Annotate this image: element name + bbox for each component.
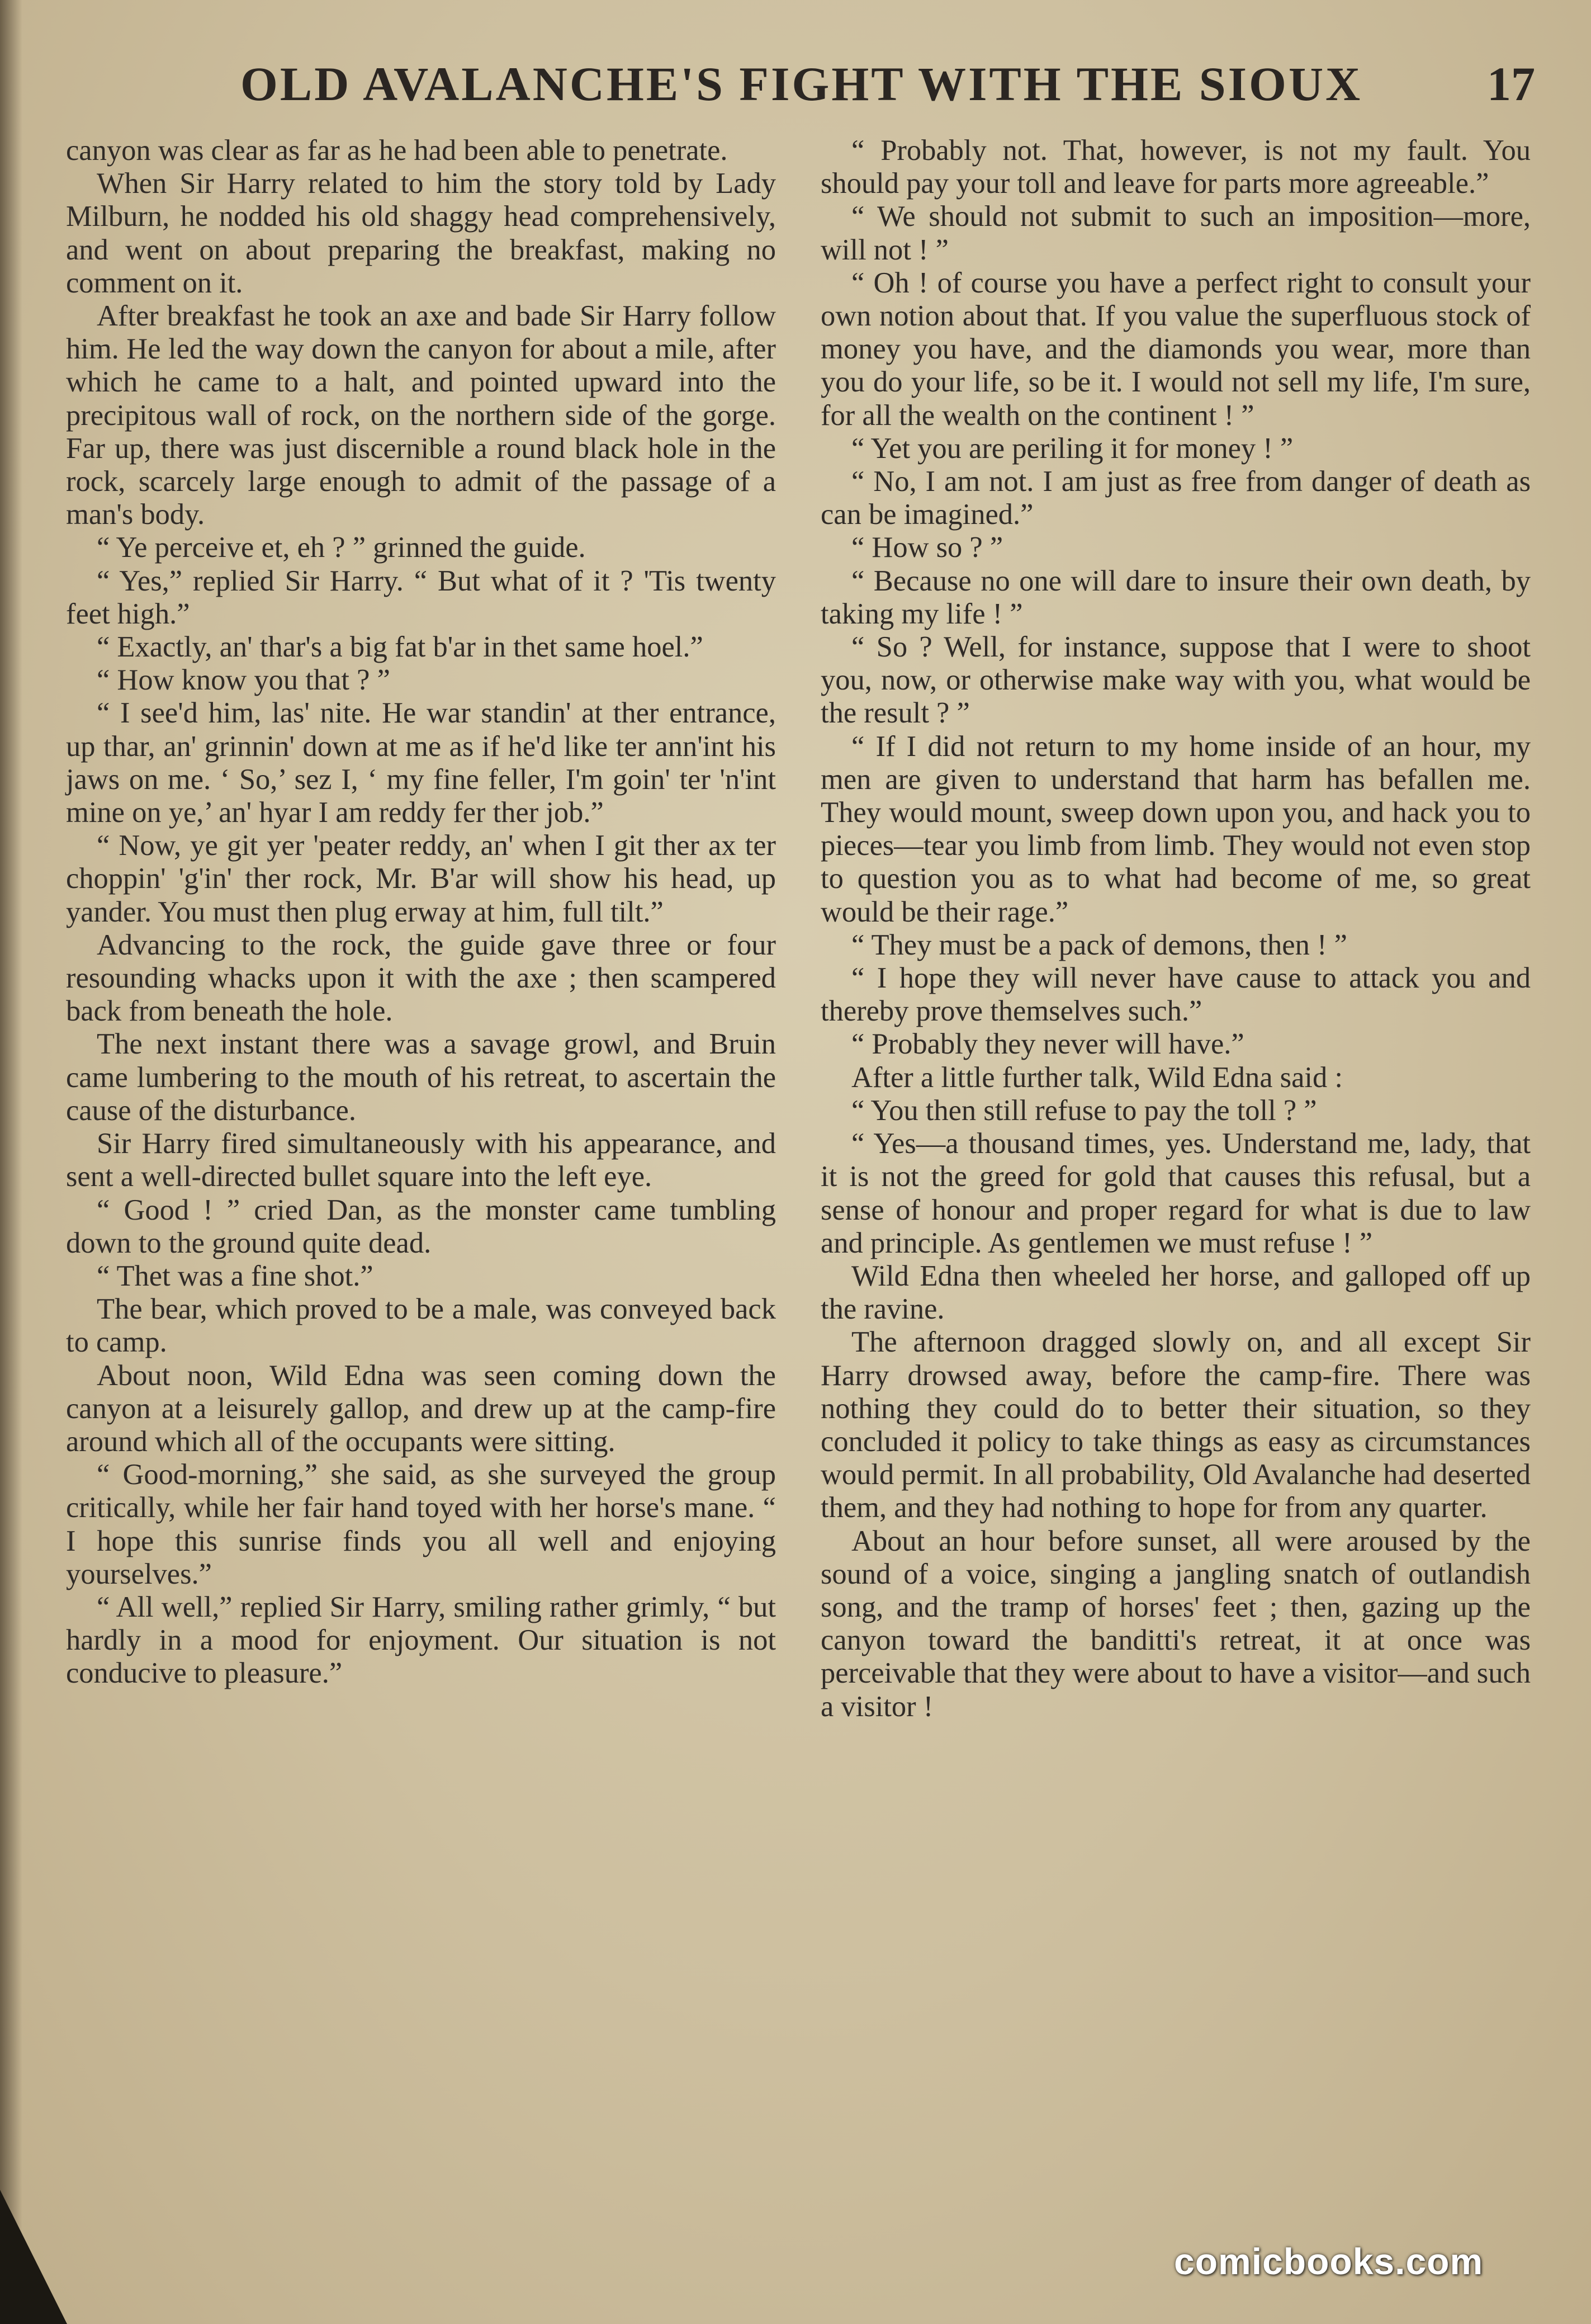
paragraph: “ All well,” replied Sir Harry, smiling rather grimly, “ but hardly in a mood for enjoyment. Our situation is not conducive to pleasure.” [66,1590,776,1690]
paragraph: The afternoon dragged slowly on, and all except Sir Harry drowsed away, before the camp-fire. There was nothing they could do to better their situation, so they concluded it policy to take things as easy as circumstances would permit. In all probability, Old Avalanche had deserted them, and they had nothing to hope for from any quarter. [821,1326,1531,1524]
paragraph: “ Probably they never will have.” [851,1028,1244,1061]
paragraph: “ They must be a pack of demons, then ! ” [851,928,1347,961]
paragraph: “ I hope they will never have cause to attack you and thereby prove themselves such.” [821,962,1531,1028]
running-title: OLD AVALANCHE'S FIGHT WITH THE SIOUX [240,57,1363,111]
paragraph: When Sir Harry related to him the story told by Lady Milburn, he nodded his old shaggy head comprehensively, and went on about preparing the breakfast, making no comment on it. [66,167,776,299]
paragraph: “ You then still refuse to pay the toll ? ” [851,1094,1317,1127]
paragraph: Sir Harry fired simultaneously with his appearance, and sent a well-directed bullet square into the left eye. [66,1127,776,1193]
paragraph: “ We should not submit to such an imposition—more, will not ! ” [821,200,1531,266]
paragraph: “ How so ? ” [851,531,1003,564]
paragraph: After breakfast he took an axe and bade Sir Harry follow him. He led the way down the canyon for about a mile, after which he came to a halt, and pointed upward into the precipitous wall of rock, on the northern side of the gorge. Far up, there was just discernible a round black hole in the rock, scarcely large enough to admit of the passage of a man's body. [66,300,776,531]
paragraph: canyon was clear as far as he had been able to penetrate. [66,134,728,167]
paragraph: About noon, Wild Edna was seen coming down the canyon at a leisurely gallop, and drew up at the camp-fire around which all of the occupants were sitting. [66,1359,776,1458]
paragraph: “ Yet you are periling it for money ! ” [851,432,1294,465]
paragraph: “ Because no one will dare to insure their own death, by taking my life ! ” [821,564,1531,630]
paragraph: “ Probably not. That, however, is not my fault. You should pay your toll and leave for parts more agreeable.” [821,134,1531,200]
paragraph: “ Thet was a fine shot.” [97,1259,373,1292]
right-column [821,134,1531,1723]
paragraph: “ Yes,” replied Sir Harry. “ But what of it ? 'Tis twenty feet high.” [66,564,776,630]
paragraph: “ Oh ! of course you have a perfect right to consult your own notion about that. If you value the superfluous stock of money you have, and the diamonds you wear, more than you do your life, so be it. I would not sell my life, I'm sure, for all the wealth on the continent ! ” [821,266,1531,432]
paragraph: “ Good-morning,” she said, as she surveyed the group critically, while her fair hand toyed with her horse's mane. “ I hope this sunrise finds you all well and enjoying yourselves.” [66,1458,776,1590]
page-number: 17 [1487,57,1535,111]
paragraph: The next instant there was a savage growl, and Bruin came lumbering to the mouth of his retreat, to ascertain the cause of the disturbance. [66,1028,776,1127]
paragraph: “ How know you that ? ” [97,664,390,697]
left-column [66,134,776,1690]
paragraph: Advancing to the rock, the guide gave three or four resounding whacks upon it with the axe ; then scampered back from beneath the hole. [66,928,776,1028]
page-header [0,56,1591,117]
paragraph: “ So ? Well, for instance, suppose that I were to shoot you, now, or otherwise make way with you, what would be the result ? ” [821,631,1531,730]
source-watermark: comicbooks.com [1174,2241,1484,2282]
paragraph: “ Ye perceive et, eh ? ” grinned the guide. [97,531,586,564]
paragraph: “ No, I am not. I am just as free from danger of death as can be imagined.” [821,465,1531,531]
paragraph: “ If I did not return to my home inside of an hour, my men are given to understand that harm has befallen me. They would mount, sweep down upon you, and hack you to pieces—tear you limb from limb. They would not even stop to question you as to what had become of me, so great would be their rage.” [821,730,1531,928]
page-gutter-shadow [0,0,22,2324]
paragraph: “ Now, ye git yer 'peater reddy, an' when I git ther ax ter choppin' 'g'in' ther rock, Mr. B'ar will show his head, up yander. You must then plug erway at him, full tilt.” [66,829,776,928]
paragraph: “ Exactly, an' thar's a big fat b'ar in thet same hoel.” [97,631,703,664]
paragraph: About an hour before sunset, all were aroused by the sound of a voice, singing a jangling snatch of outlandish song, and the tramp of horses' feet ; then, gazing up the canyon toward the banditti's retreat, it at once was perceivable that they were about to have a visitor—and such a visitor ! [821,1524,1531,1723]
paragraph: After a little further talk, Wild Edna said : [851,1061,1343,1094]
paragraph: “ Yes—a thousand times, yes. Understand me, lady, that it is not the greed for gold that causes this refusal, but a sense of honour and proper regard for what is due to law and principle. As gentlemen we must refuse ! ” [821,1127,1531,1259]
paragraph: “ I see'd him, las' nite. He war standin' at ther entrance, up thar, an' grinnin' down at me as if he'd like ter ann'int his jaws on me. ‘ So,’ sez I, ‘ my fine feller, I'm goin' ter 'n'int mine on ye,’ an' hyar I am reddy fer ther job.” [66,697,776,829]
page-corner-shadow [0,2190,67,2324]
paragraph: “ Good ! ” cried Dan, as the monster came tumbling down to the ground quite dead. [66,1193,776,1259]
paragraph: The bear, which proved to be a male, was conveyed back to camp. [66,1293,776,1359]
paragraph: Wild Edna then wheeled her horse, and galloped off up the ravine. [821,1259,1531,1326]
